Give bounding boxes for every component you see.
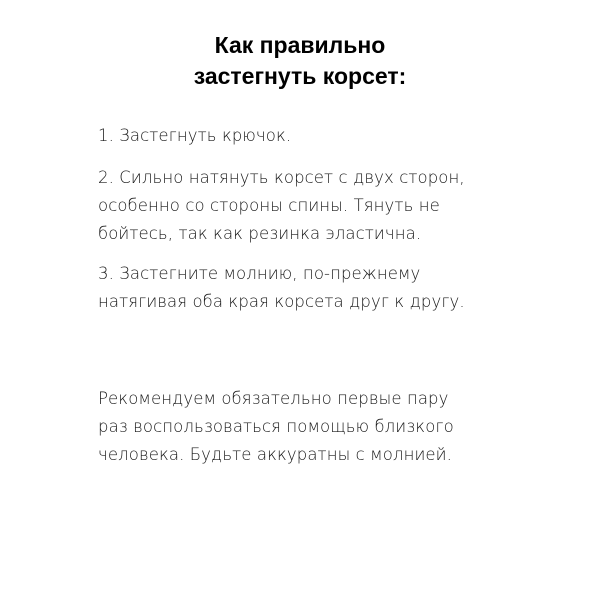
- page-title: [0, 30, 600, 92]
- title-line-1: Как правильно: [214, 32, 386, 58]
- note-line-3: человека. Будьте аккуратны с молнией.: [98, 445, 452, 464]
- step-3: [98, 260, 538, 316]
- step-3-line-2: натягивая оба края корсета друг к другу.: [98, 292, 465, 311]
- recommendation-note: [98, 385, 538, 469]
- step-2-line-2: особенно со стороны спины. Тянуть не: [98, 196, 440, 215]
- step-1-line-1: 1. Застегнуть крючок.: [98, 126, 292, 145]
- step-3-line-1: 3. Застегните молнию, по-прежнему: [98, 264, 421, 283]
- step-2-line-1: 2. Сильно натянуть корсет с двух сторон,: [98, 168, 465, 187]
- note-line-2: раз воспользоваться помощью близкого: [98, 417, 454, 436]
- note-line-1: Рекомендуем обязательно первые пару: [98, 389, 449, 408]
- step-2: [98, 164, 538, 248]
- title-line-2: застегнуть корсет:: [193, 63, 407, 89]
- step-2-line-3: бойтесь, так как резинка эластична.: [98, 224, 422, 243]
- step-1: [98, 122, 538, 150]
